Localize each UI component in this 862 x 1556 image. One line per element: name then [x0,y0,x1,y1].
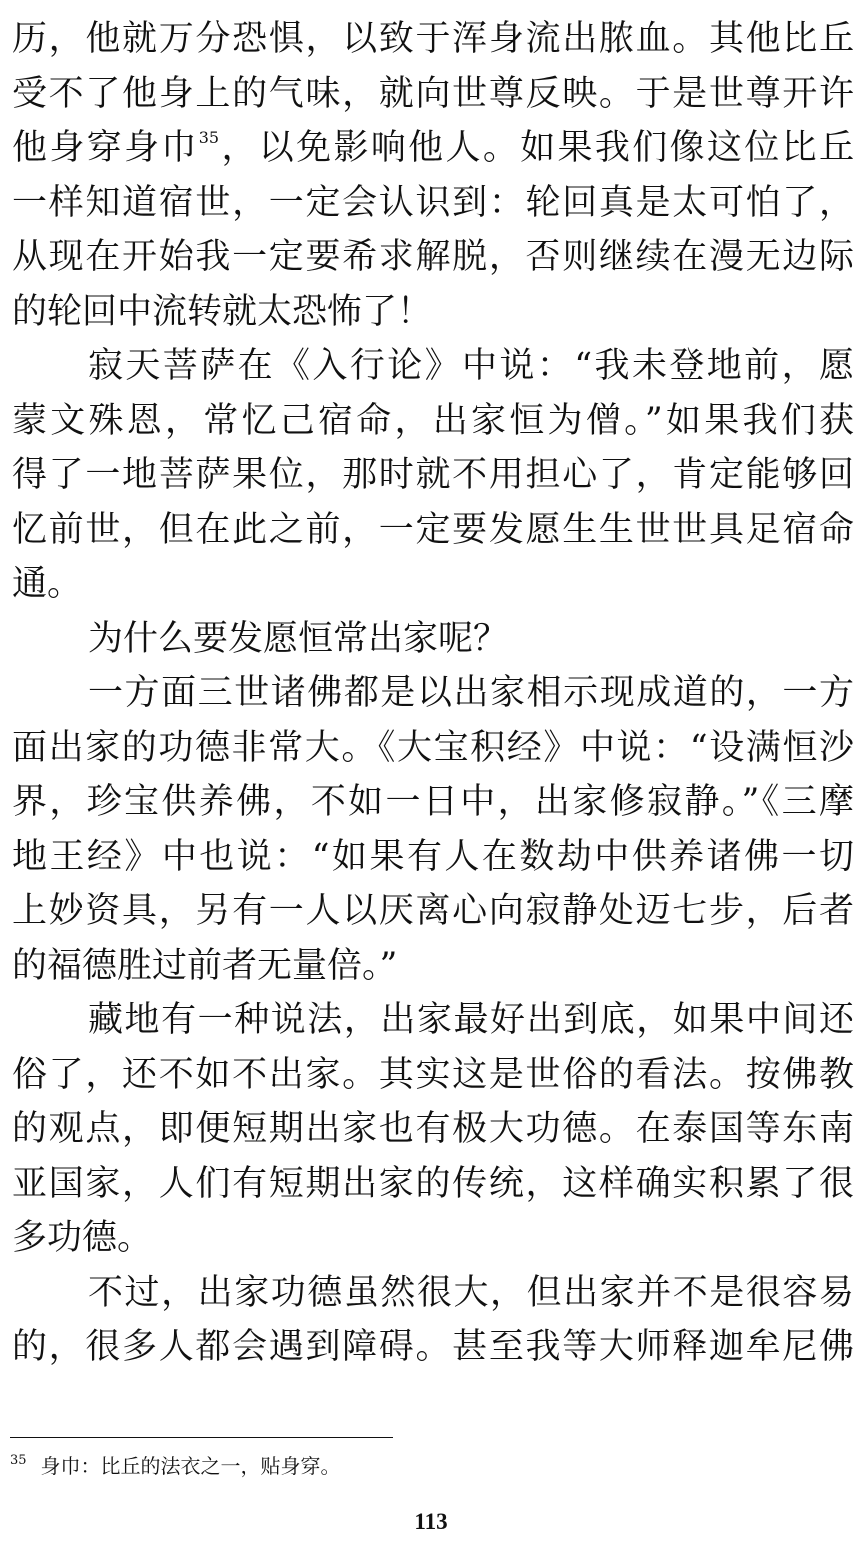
text-line: 藏地有一种说法，出家最好出到底，如果中间还 [88,1000,854,1040]
text-line: 一方面三世诸佛都是以出家相示现成道的，一方 [88,673,854,713]
text-line: 通。 [12,564,83,604]
text-line: 忆前世，但在此之前，一定要发愿生生世世具足宿命 [12,509,854,550]
text-segment: 他身穿身巾 [12,128,199,168]
body-text [12,12,854,1375]
text-line: 面出家的功德非常大。《大宝积经》中说：“设满恒沙 [12,727,854,768]
footnote-reference: 35 [198,128,220,147]
text-line: 上妙资具，另有一人以厌离心向寂静处迈七步，后者 [12,891,854,931]
text-line: 为什么要发愿恒常出家呢？ [88,618,509,659]
text-line: 俗了，还不如不出家。其实这是世俗的看法。按佛教 [12,1054,854,1095]
footnote-number: 35 [10,1453,27,1468]
text-segment: ，以免影响他人。如果我们像这位比丘 [219,128,854,168]
text-line: 得了一地菩萨果位，那时就不用担心了，肯定能够回 [12,455,854,495]
text-line: 的观点，即便短期出家也有极大功德。在泰国等东南 [12,1109,854,1149]
text-line: 地王经》中也说：“如果有人在数劫中供养诸佛一切 [12,836,854,877]
footnote-text: 身巾：比丘的法衣之一，贴身穿。 [40,1454,341,1478]
text-line: 历，他就万分恐惧，以致于浑身流出脓血。其他比丘 [12,19,854,59]
text-line: 寂天菩萨在《入行论》中说：“我未登地前，愿 [88,346,854,386]
text-line: 亚国家，人们有短期出家的传统，这样确实积累了很 [12,1163,854,1204]
text-line: 的，很多人都会遇到障碍。甚至我等大师释迦牟尼佛 [12,1327,854,1367]
text-line: 不过，出家功德虽然很大，但出家并不是很容易 [88,1272,854,1313]
text-line [12,121,854,176]
footnote [10,1452,341,1480]
text-line: 的轮回中流转就太恐怖了！ [12,291,433,332]
text-line: 界，珍宝供养佛，不如一日中，出家修寂静。”《三摩 [12,782,854,822]
text-line: 多功德。 [12,1218,153,1258]
text-line: 一样知道宿世，一定会认识到：轮回真是太可怕了， [12,182,854,223]
text-line: 的福德胜过前者无量倍。” [12,945,398,986]
text-line: 蒙文殊恩，常忆己宿命，出家恒为僧。”如果我们获 [12,400,854,441]
footnote-divider [10,1437,393,1438]
page-number: 113 [414,1509,448,1534]
text-line: 从现在开始我一定要希求解脱，否则继续在漫无边际 [12,237,854,277]
text-line: 受不了他身上的气味，就向世尊反映。于是世尊开许 [12,73,854,114]
